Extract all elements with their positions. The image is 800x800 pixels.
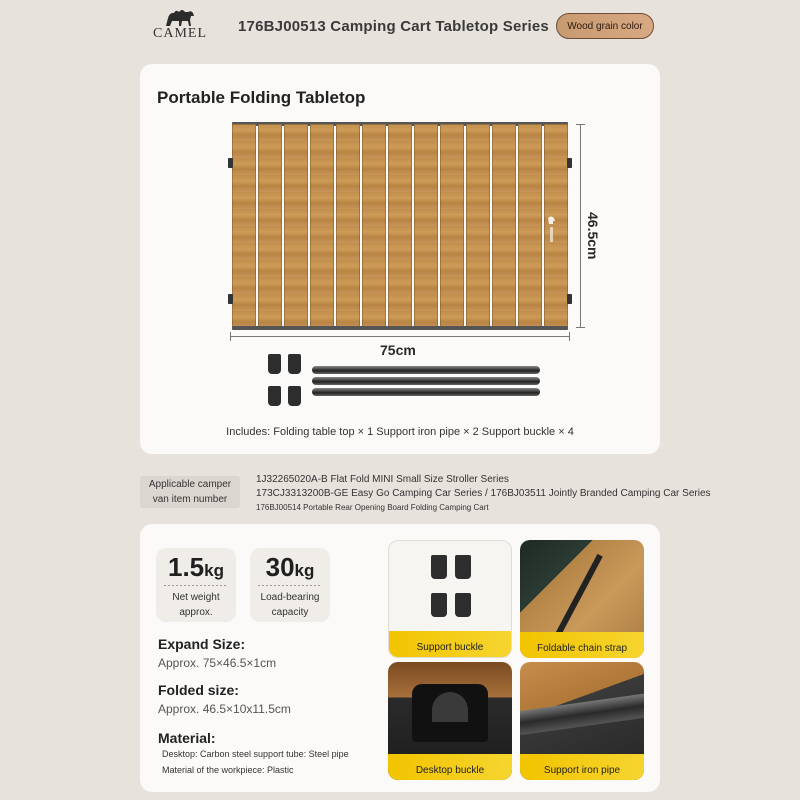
includes-text: Includes: Folding table top × 1 Support iron pipe × 2 Support buckle × 4 <box>226 426 574 438</box>
slat <box>284 124 308 328</box>
buckle-icon <box>288 386 301 406</box>
camel-logo <box>144 6 216 48</box>
pipe <box>520 692 644 737</box>
slat <box>362 124 386 328</box>
divider <box>258 585 322 586</box>
divider <box>164 585 228 586</box>
rail-knob <box>228 294 233 304</box>
buckle-icon <box>431 593 447 617</box>
rail-knob <box>567 294 572 304</box>
buckle-icon <box>288 354 301 374</box>
slat <box>258 124 282 328</box>
specs-card <box>140 524 660 792</box>
pipe <box>312 366 540 374</box>
color-badge[interactable]: Wood grain color <box>556 13 654 39</box>
slat <box>336 124 360 328</box>
dimension-cap <box>569 332 570 341</box>
compat-item: 173CJ3313200B-GE Easy Go Camping Car Series / 176BJ03511 Jointly Branded Camping Car Series <box>256 488 711 499</box>
rail-knob <box>228 158 233 168</box>
compat-label: Applicable camper van item number <box>140 476 240 508</box>
buckle-icon <box>455 593 471 617</box>
weight-caption: Net weight approx. <box>172 592 220 618</box>
buckle-icon <box>455 555 471 579</box>
pipe <box>312 377 540 385</box>
width-label: 75cm <box>380 342 416 358</box>
page-title: 176BJ00513 Camping Cart Tabletop Series <box>238 18 549 35</box>
load-caption: Load-bearing capacity <box>260 592 320 618</box>
photo-label: Foldable chain strap <box>536 643 628 654</box>
depth-label: 46.5cm <box>585 212 601 260</box>
slat <box>414 124 438 328</box>
photo-desktop-buckle <box>388 662 512 780</box>
photo-iron-pipe <box>520 662 644 780</box>
folded-value: Approx. 46.5×10x11.5cm <box>158 702 291 716</box>
compat-list <box>256 473 711 515</box>
photo-label: Desktop buckle <box>415 765 485 776</box>
support-buckles-image <box>268 354 304 414</box>
compat-item: 1J32265020A-B Flat Fold MINI Small Size Stroller Series <box>256 474 509 485</box>
width-dimension-line <box>230 336 570 337</box>
pipe <box>312 388 540 396</box>
compat-item: 176BJ00514 Portable Rear Opening Board Folding Camping Cart <box>256 503 489 512</box>
weight-value: 1.5 <box>168 552 205 582</box>
slat <box>492 124 516 328</box>
slat <box>518 124 542 328</box>
photo-label: Support iron pipe <box>543 765 621 776</box>
slat <box>388 124 412 328</box>
strap-gap <box>555 554 603 636</box>
support-pipes-image <box>312 366 540 406</box>
buckle-slot <box>432 692 468 722</box>
weight-unit: kg <box>204 561 224 580</box>
slat <box>310 124 334 328</box>
material-line: Desktop: Carbon steel support tube: Steel pipe <box>162 749 349 759</box>
load-stat <box>250 548 330 622</box>
photo-label: Support buckle <box>416 642 484 653</box>
folded-heading: Folded size: <box>158 682 239 698</box>
photo-support-buckle <box>388 540 512 658</box>
tabletop-image <box>232 124 568 328</box>
dimension-cap <box>576 124 585 125</box>
rail-knob <box>567 158 572 168</box>
logo-text: CAMEL <box>153 26 207 41</box>
weight-stat <box>156 548 236 622</box>
expand-value: Approx. 75×46.5×1cm <box>158 656 277 670</box>
buckle-icon <box>268 354 281 374</box>
load-value: 30 <box>265 552 295 582</box>
expand-heading: Expand Size: <box>158 636 246 652</box>
buckle-icon <box>431 555 447 579</box>
photo-chain-strap <box>520 540 644 658</box>
slat <box>466 124 490 328</box>
slat <box>440 124 464 328</box>
camel-emblem-icon <box>545 214 559 244</box>
material-line: Material of the workpiece: Plastic <box>162 765 294 775</box>
material-heading: Material: <box>158 730 216 746</box>
product-title: Portable Folding Tabletop <box>157 88 366 107</box>
tabletop-card <box>140 64 660 454</box>
buckle-icon <box>268 386 281 406</box>
load-unit: kg <box>294 561 315 580</box>
dimension-cap <box>230 332 231 341</box>
dimension-cap <box>576 327 585 328</box>
camel-icon <box>160 6 200 28</box>
bottom-rail <box>232 326 568 330</box>
slat <box>232 124 256 328</box>
